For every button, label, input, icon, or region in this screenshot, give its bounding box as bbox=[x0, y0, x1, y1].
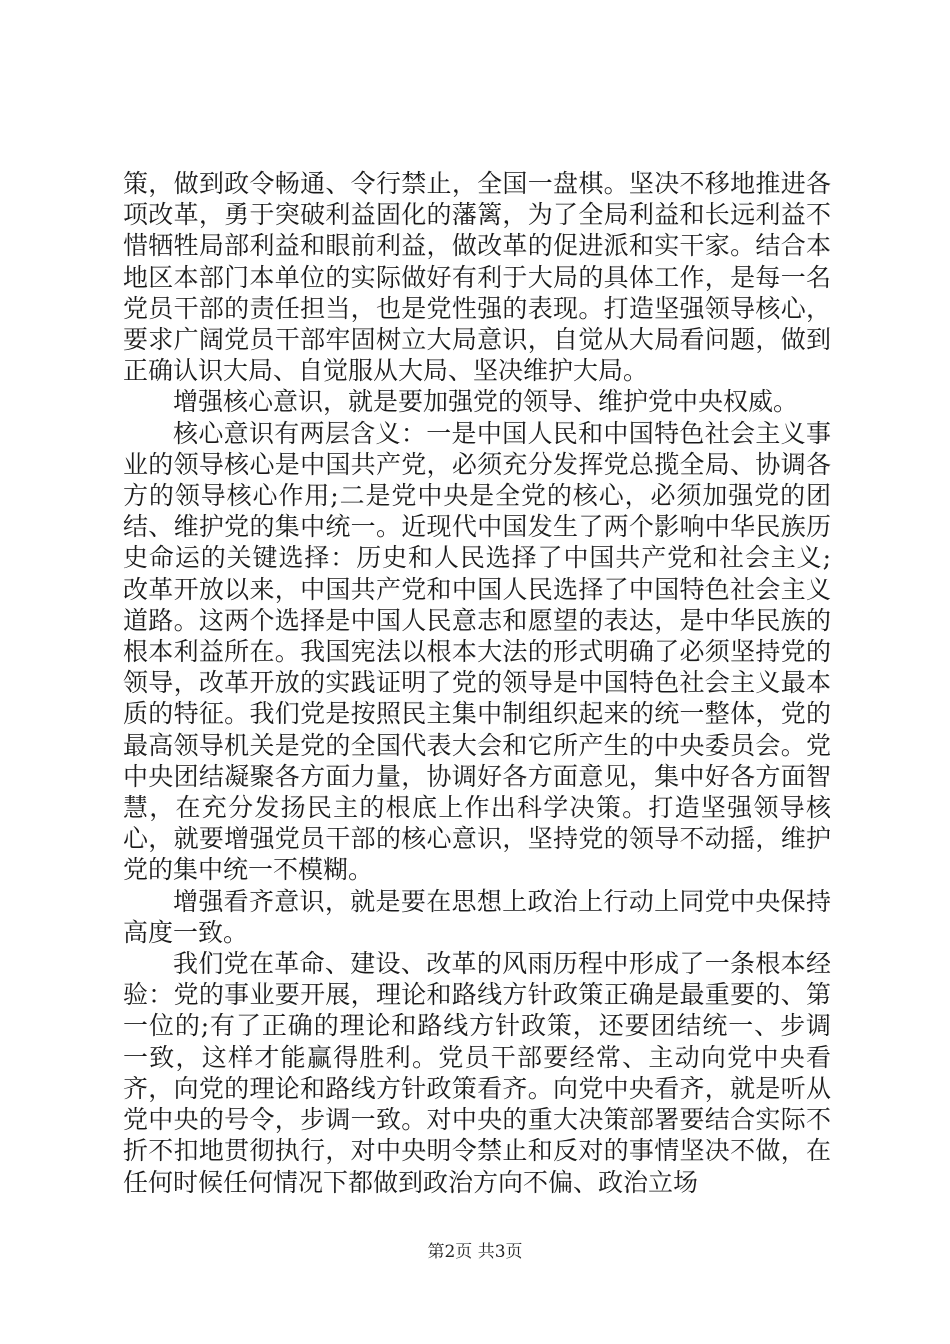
paragraph-3: 核心意识有两层含义：一是中国人民和中国特色社会主义事业的领导核心是中国共产党，必须充分发挥党总揽全局、协调各方的领导核心作用;二是党中央是全党的核心，必须加强党的团结、维护党的集中统一。近现代中国发生了两个影响中华民族历史命运的关键选择：历史和人民选择了中国共产党和社会主义;改革开放以来，中国共产党和中国人民选择了中国特色社会主义道路。这两个选择是中国人民意志和愿望的表达，是中华民族的根本利益所在。我国宪法以根本大法的形式明确了必须坚持党的领导，改革开放的实践证明了党的领导是中国特色社会主义最本质的特征。我们党是按照民主集中制组织起来的统一整体，党的最高领导机关是党的全国代表大会和它所产生的中央委员会。党中央团结凝聚各方面力量，协调好各方面意见，集中好各方面智慧，在充分发扬民主的根底上作出科学决策。打造坚强领导核心，就要增强党员干部的核心意识，坚持党的领导不动摇，维护党的集中统一不模糊。 bbox=[123, 418, 831, 885]
paragraph-2: 增强核心意识，就是要加强党的领导、维护党中央权威。 bbox=[173, 387, 799, 417]
document-body bbox=[123, 168, 831, 1198]
page-number-footer: 第2页 共3页 bbox=[427, 1242, 523, 1262]
paragraph-1: 策，做到政令畅通、令行禁止，全国一盘棋。坚决不移地推进各项改革，勇于突破利益固化的藩篱，为了全局利益和长远利益不惜牺牲局部利益和眼前利益，做改革的促进派和实干家。结合本地区本部门本单位的实际做好有利于大局的具体工作，是每一名党员干部的责任担当，也是党性强的表现。打造坚强领导核心，要求广阔党员干部牢固树立大局意识，自觉从大局看问题，做到正确认识大局、自觉服从大局、坚决维护大局。 bbox=[123, 169, 831, 386]
paragraph-4: 增强看齐意识，就是要在思想上政治上行动上同党中央保持高度一致。 bbox=[123, 886, 831, 947]
paragraph-5: 我们党在革命、建设、改革的风雨历程中形成了一条根本经验：党的事业要开展，理论和路线方针政策正确是最重要的、第一位的;有了正确的理论和路线方针政策，还要团结统一、步调一致，这样才能赢得胜利。党员干部要经常、主动向党中央看齐，向党的理论和路线方针政策看齐。向党中央看齐，就是听从党中央的号令，步调一致。对中央的重大决策部署要结合实际不折不扣地贯彻执行，对中央明令禁止和反对的事情坚决不做，在任何时候任何情况下都做到政治方向不偏、政治立场 bbox=[123, 949, 831, 1197]
